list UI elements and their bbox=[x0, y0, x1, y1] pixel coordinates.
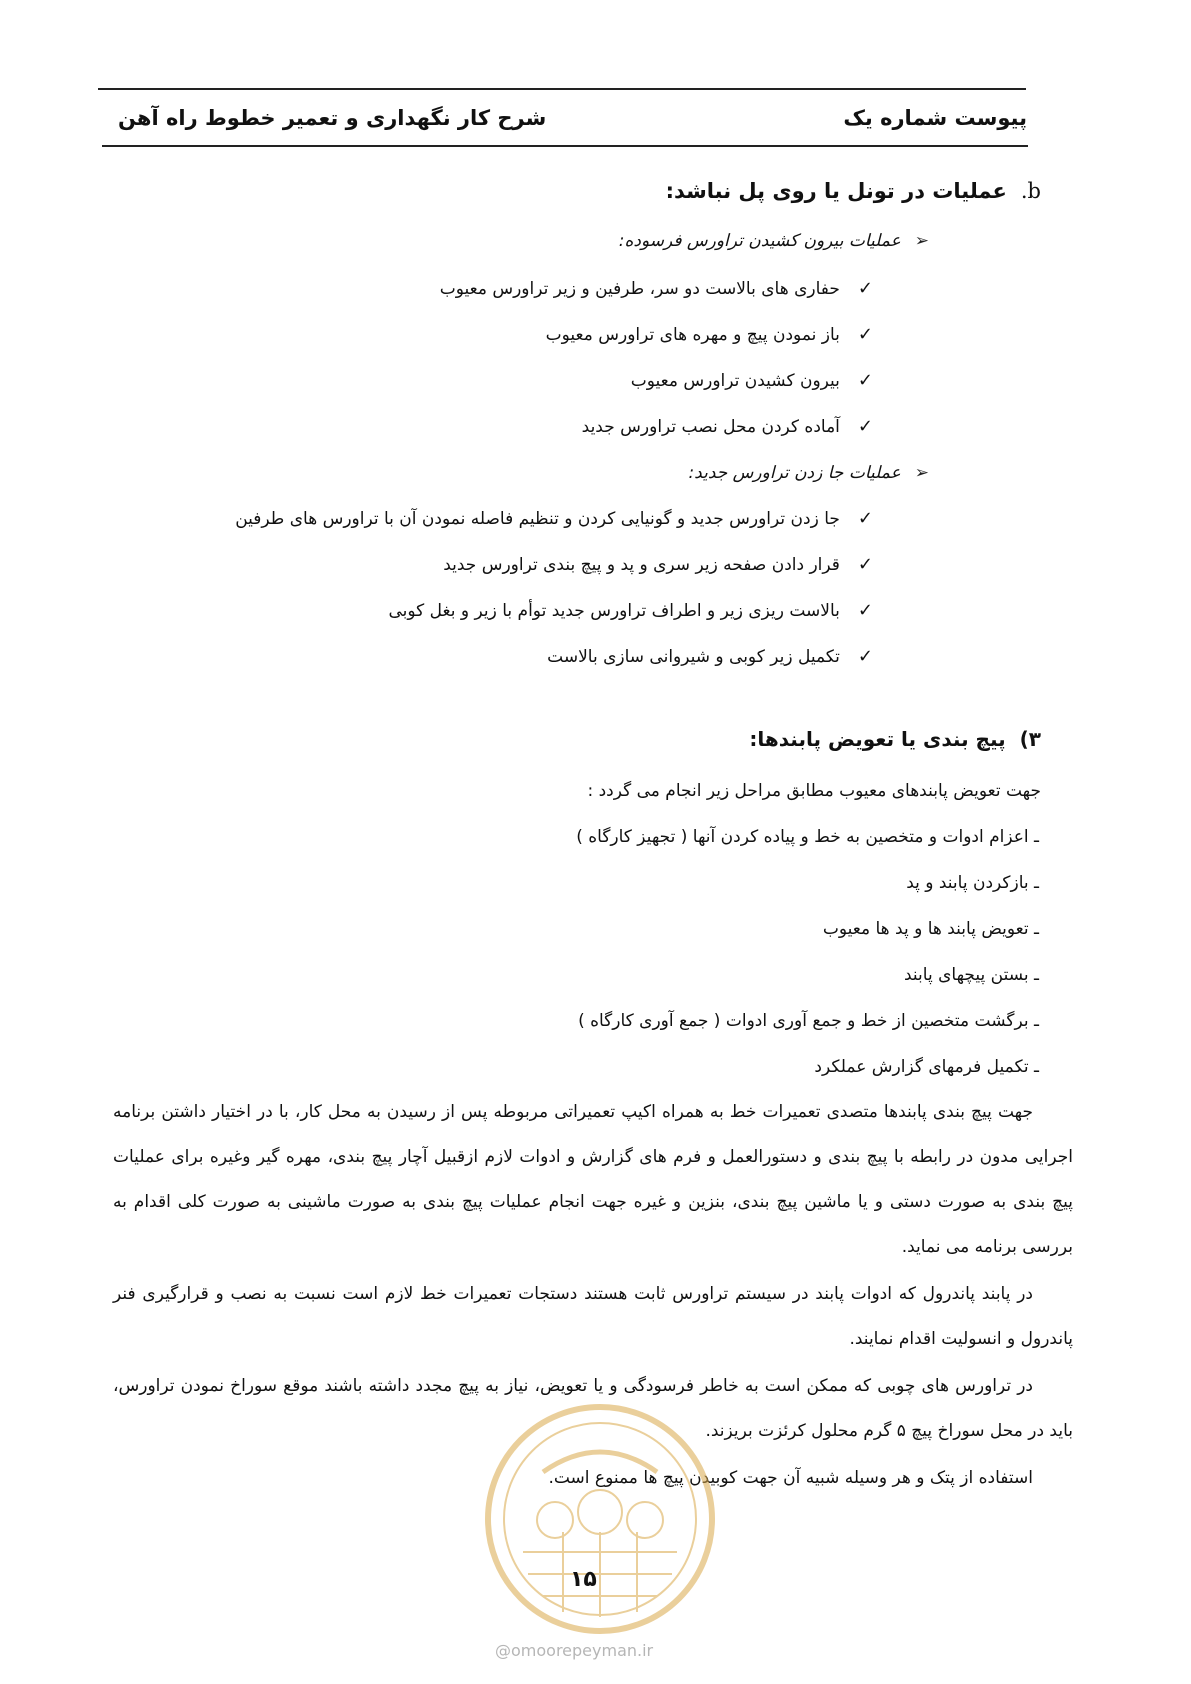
list-item: ✓جا زدن تراورس جدید و گونیایی کردن و تنظیم فاصله نمودن آن با تراورس های طرفین bbox=[235, 508, 873, 529]
list-item: ✓آماده کردن محل نصب تراورس جدید bbox=[581, 416, 873, 437]
header-document-title: شرح کار نگهداری و تعمیر خطوط راه آهن bbox=[118, 106, 547, 130]
header-appendix-title: پیوست شماره یک bbox=[843, 106, 1027, 130]
checkmark-icon: ✓ bbox=[857, 554, 873, 575]
sub-heading-installation-text: عملیات جا زدن تراورس جدید: bbox=[688, 463, 901, 483]
list-item: ✓قرار دادن صفحه زیر سری و پد و پیچ بندی تراورس جدید bbox=[443, 554, 873, 575]
list-item: ✓حفاری های بالاست دو سر، طرفین و زیر تراورس معیوب bbox=[439, 278, 873, 299]
section-3-number: ۳) bbox=[1019, 727, 1041, 751]
sub-heading-removal bbox=[619, 230, 929, 252]
sub-heading-removal-text: عملیات بیرون کشیدن تراورس فرسوده: bbox=[618, 231, 901, 251]
checkmark-icon: ✓ bbox=[857, 370, 873, 391]
step-item: ـ تعویض پابند ها و پد ها معیوب bbox=[822, 919, 1039, 939]
checkmark-icon: ✓ bbox=[857, 416, 873, 437]
section-3-intro: جهت تعویض پابندهای معیوب مطابق مراحل زیر انجام می گردد : bbox=[587, 781, 1041, 801]
arrow-bullet-icon: ➢ bbox=[914, 231, 929, 251]
section-b-marker: b. bbox=[1020, 179, 1041, 203]
section-3-title: پیچ بندی یا تعویض پابندها: bbox=[749, 727, 1006, 751]
step-item: ـ بستن پیچهای پابند bbox=[903, 965, 1039, 985]
sub-heading-installation bbox=[688, 462, 929, 484]
step-item: ـ تکمیل فرمهای گزارش عملکرد bbox=[814, 1057, 1039, 1077]
section-3-heading bbox=[749, 728, 1041, 750]
checkmark-icon: ✓ bbox=[857, 600, 873, 621]
step-item: ـ بازکردن پابند و پد bbox=[906, 873, 1039, 893]
section-b-heading bbox=[666, 180, 1041, 202]
list-item: ✓باز نمودن پیچ و مهره های تراورس معیوب bbox=[545, 324, 873, 345]
section-b-title: عملیات در تونل یا روی پل نباشد: bbox=[665, 179, 1007, 203]
checkmark-icon: ✓ bbox=[857, 278, 873, 299]
header-top-rule bbox=[98, 88, 1026, 90]
paragraph-wooden-sleepers: در تراورس های چوبی که ممکن است به خاطر فرسودگی و یا تعویض، نیاز به پیچ مجدد داشته باشند موقع سوراخ نمودن تراورس، باید در محل سوراخ پیچ ۵ گرم محلول کرئزت بریزند. bbox=[113, 1376, 1073, 1441]
paragraph-bolting: جهت پیچ بندی پابندها متصدی تعمیرات خط به همراه اکیپ تعمیراتی مربوطه پس از رسیدن به محل کار، با در اختیار داشتن برنامه اجرایی مدون در رابطه با پیچ بندی و دستورالعمل و فرم های گزارش و ادوات لازم ازقبیل آچار پیچ بندی، مهره گیر وغیره برای عملیات پیچ بندی به صورت دستی و یا ماشین پیچ بندی، بنزین و غیره جهت انجام عملیات پیچ بندی به صورت ماشینی به صورت کلی اقدام به بررسی برنامه می نماید. bbox=[113, 1102, 1073, 1257]
paragraph-pandrol: در پابند پاندرول که ادوات پابند در سیستم تراورس ثابت هستند دستجات تعمیرات خط لازم است نسبت به نصب و قرارگیری فنر پاندرول و انسولیت اقدام نمایند. bbox=[113, 1284, 1073, 1349]
checkmark-icon: ✓ bbox=[857, 508, 873, 529]
watermark-seal-icon bbox=[483, 1402, 717, 1636]
checkmark-icon: ✓ bbox=[857, 324, 873, 345]
header-bottom-rule bbox=[102, 145, 1028, 147]
step-item: ـ برگشت متخصین از خط و جمع آوری ادوات ( جمع آوری کارگاه ) bbox=[578, 1011, 1039, 1031]
watermark-url: @omoorepeyman.ir bbox=[495, 1641, 654, 1660]
paragraph-hammer-warning: استفاده از پتک و هر وسیله شبیه آن جهت کوبیدن پیچ ها ممنوع است. bbox=[548, 1468, 1033, 1488]
list-item: ✓تکمیل زیر کوبی و شیروانی سازی بالاست bbox=[547, 646, 873, 667]
arrow-bullet-icon: ➢ bbox=[914, 463, 929, 483]
step-item: ـ اعزام ادوات و متخصین به خط و پیاده کردن آنها ( تجهیز کارگاه ) bbox=[576, 827, 1039, 847]
list-item: ✓بالاست ریزی زیر و اطراف تراورس جدید توأم با زیر و بغل کوبی bbox=[388, 600, 873, 621]
list-item: ✓بیرون کشیدن تراورس معیوب bbox=[630, 370, 873, 391]
page-number: ۱۵ bbox=[570, 1567, 597, 1592]
checkmark-icon: ✓ bbox=[857, 646, 873, 667]
